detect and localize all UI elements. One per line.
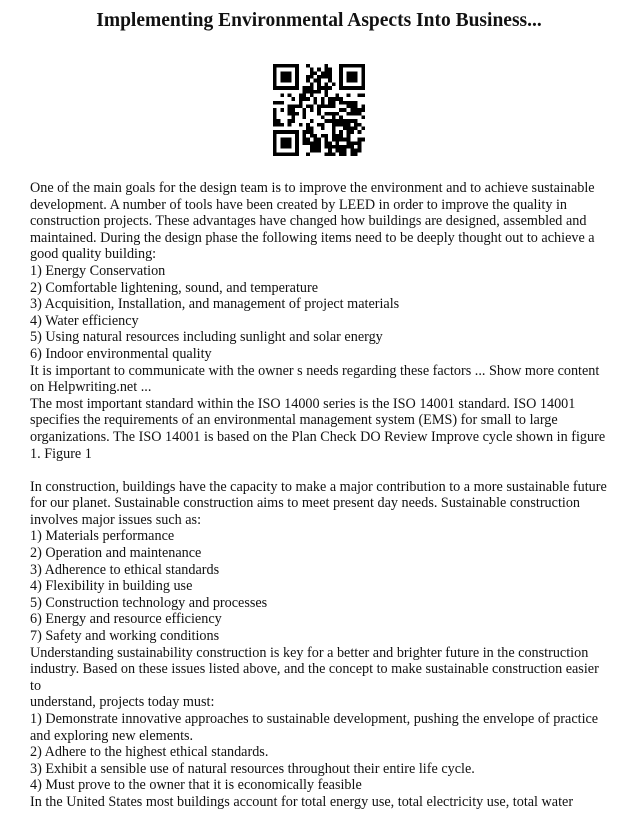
text-line: 5) Using natural resources including sunlight and solar energy <box>30 329 383 346</box>
text-line: involves major issues such as: <box>30 511 202 528</box>
text-line: 2) Comfortable lightening, sound, and temperature <box>30 279 319 296</box>
text-line: development. A number of tools have been created by LEED in order to improve the quality in <box>30 196 568 213</box>
text-line: construction projects. These advantages have changed how buildings are designed, assembled and <box>30 213 587 230</box>
text-line: One of the main goals for the design team is to improve the environment and to achieve sustainable <box>30 180 595 196</box>
text-line: It is important to communicate with the owner s needs regarding these factors ... Show more content <box>30 362 600 379</box>
text-line: understand, projects today must: <box>30 694 215 711</box>
text-line: 6) Indoor environmental quality <box>30 345 212 362</box>
text-line: on Helpwriting.net ... <box>30 379 152 396</box>
text-line: for our planet. Sustainable construction aims to meet present day needs. Sustainable construction <box>30 495 581 512</box>
text-line: and exploring new elements. <box>30 727 194 744</box>
text-line: 1) Demonstrate innovative approaches to sustainable development, pushing the envelope of practice <box>30 711 599 727</box>
text-line: 4) Flexibility in building use <box>30 578 193 595</box>
text-line: specifies the requirements of an environmental management system (EMS) for small to large <box>30 412 558 429</box>
text-line: 1. Figure 1 <box>30 445 92 462</box>
text-line: 1) Materials performance <box>30 528 175 545</box>
text-line: 2) Adhere to the highest ethical standards. <box>30 744 269 761</box>
text-line: 3) Acquisition, Installation, and management of project materials <box>30 296 400 313</box>
text-line: organizations. The ISO 14001 is based on the Plan Check DO Review Improve cycle shown in figure <box>30 428 606 445</box>
document-body <box>30 180 610 811</box>
text-line: maintained. During the design phase the following items need to be deeply thought out to achieve a <box>30 229 595 246</box>
text-line: 2) Operation and maintenance <box>30 545 202 562</box>
text-line: 5) Construction technology and processes <box>30 594 268 611</box>
text-line: 4) Water efficiency <box>30 312 139 329</box>
text-line: good quality building: <box>30 246 157 263</box>
text-line: 7) Safety and working conditions <box>30 628 220 645</box>
text-line: 1) Energy Conservation <box>30 262 166 279</box>
paragraph-gap <box>30 462 610 479</box>
document-title: Implementing Environmental Aspects Into Business... <box>96 10 542 31</box>
text-line: 3) Exhibit a sensible use of natural resources throughout their entire life cycle. <box>30 760 475 777</box>
text-line: Understanding sustainability construction is key for a better and brighter future in the construction <box>30 644 589 661</box>
text-line: 3) Adherence to ethical standards <box>30 561 220 578</box>
qr-code-icon <box>273 64 365 156</box>
text-line: In the United States most buildings account for total energy use, total electricity use, total water <box>30 793 574 810</box>
text-line: 6) Energy and resource efficiency <box>30 611 222 628</box>
text-line: 4) Must prove to the owner that it is economically feasible <box>30 777 362 794</box>
text-line: The most important standard within the ISO 14000 series is the ISO 14001 standard. ISO 14001 <box>30 395 576 412</box>
text-line: industry. Based on these issues listed above, and the concept to make sustainable construction easier to <box>30 661 599 694</box>
text-line: In construction, buildings have the capacity to make a major contribution to a more sustainable future <box>30 478 607 495</box>
